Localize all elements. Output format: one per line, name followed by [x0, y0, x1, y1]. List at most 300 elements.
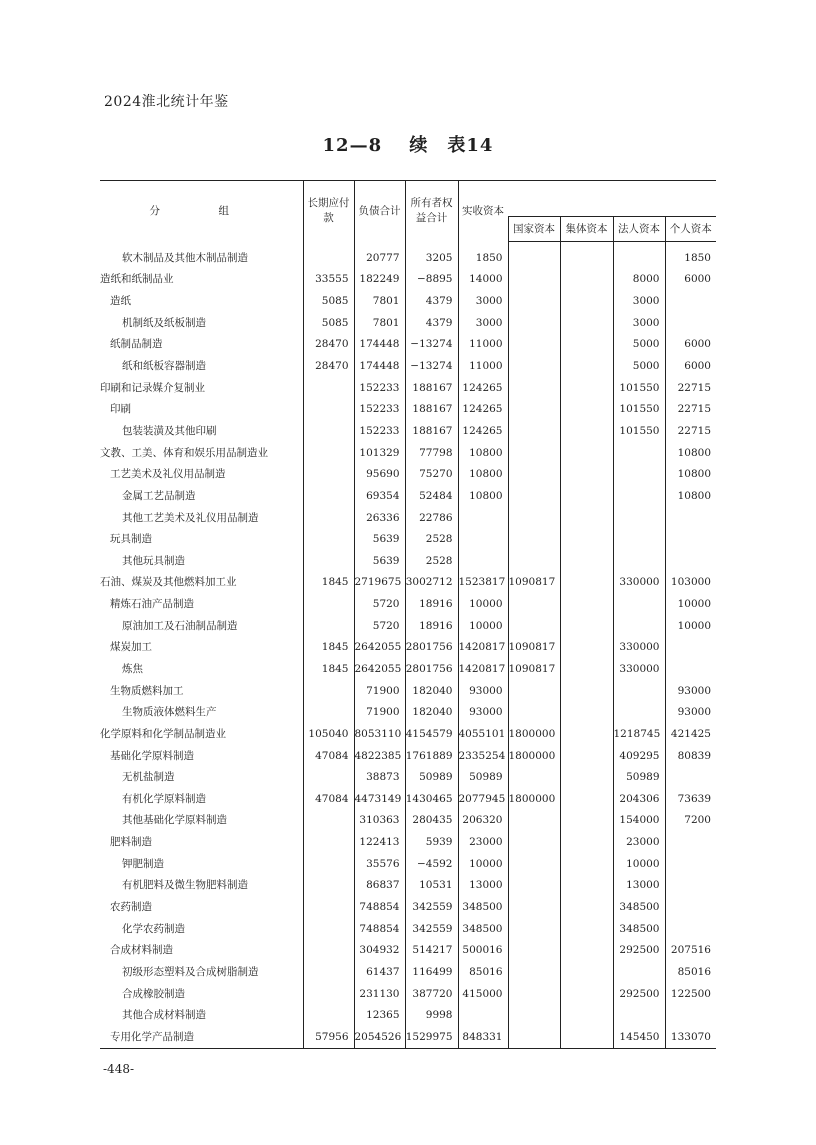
row-label: 煤炭加工: [110, 641, 152, 654]
header-state-capital: 国家资本: [508, 217, 560, 242]
cell-value: [560, 788, 613, 810]
cell-value: 10000: [665, 615, 716, 637]
cell-value: [303, 377, 354, 399]
cell-value: [303, 242, 354, 269]
cell-value: 101550: [613, 420, 665, 442]
cell-value: 13000: [458, 875, 508, 897]
cell-value: 348500: [613, 918, 665, 940]
row-label: 工艺美术及礼仪用品制造: [110, 468, 226, 481]
cell-value: [458, 1004, 508, 1026]
row-label: 石油、煤炭及其他燃料加工业: [100, 576, 237, 589]
cell-value: [508, 961, 560, 983]
row-label: 合成橡胶制造: [122, 987, 185, 1000]
cell-value: 2642055: [354, 658, 405, 680]
cell-value: 73639: [665, 788, 716, 810]
cell-value: 188167: [405, 398, 458, 420]
cell-value: 387720: [405, 983, 458, 1005]
cell-value: [665, 290, 716, 312]
cell-value: 145450: [613, 1026, 665, 1048]
cell-value: 35576: [354, 853, 405, 875]
cell-value: [613, 1004, 665, 1026]
cell-value: 124265: [458, 398, 508, 420]
cell-value: [303, 485, 354, 507]
cell-value: 2801756: [405, 637, 458, 659]
header-capital-group: [508, 181, 716, 217]
cell-value: 124265: [458, 377, 508, 399]
cell-value: 10000: [613, 853, 665, 875]
cell-value: [303, 398, 354, 420]
cell-value: 1761889: [405, 745, 458, 767]
cell-value: 14000: [458, 269, 508, 291]
book-title: 2024淮北统计年鉴: [104, 94, 229, 110]
cell-value: [665, 875, 716, 897]
cell-value: [508, 334, 560, 356]
cell-value: [560, 442, 613, 464]
cell-value: 206320: [458, 810, 508, 832]
cell-value: 152233: [354, 420, 405, 442]
cell-value: [613, 463, 665, 485]
row-label: 生物质燃料加工: [110, 684, 184, 697]
cell-value: 748854: [354, 896, 405, 918]
cell-value: 95690: [354, 463, 405, 485]
cell-value: [613, 507, 665, 529]
cell-value: 93000: [458, 680, 508, 702]
cell-value: [560, 658, 613, 680]
cell-value: 2077945: [458, 788, 508, 810]
cell-value: 10800: [458, 442, 508, 464]
cell-value: 52484: [405, 485, 458, 507]
table-row: [100, 701, 716, 723]
cell-value: 10531: [405, 875, 458, 897]
cell-value: 330000: [613, 637, 665, 659]
cell-value: [508, 831, 560, 853]
header-long-term-payables: 长期应付款: [303, 181, 354, 242]
cell-value: [560, 290, 613, 312]
table-header: [100, 181, 716, 242]
cell-value: 174448: [354, 334, 405, 356]
cell-value: 1845: [303, 658, 354, 680]
cell-value: [560, 312, 613, 334]
cell-value: 415000: [458, 983, 508, 1005]
table-row: [100, 918, 716, 940]
cell-value: 20777: [354, 242, 405, 269]
cell-value: [508, 983, 560, 1005]
row-label: 纸和纸板容器制造: [122, 360, 206, 373]
cell-value: 10800: [458, 463, 508, 485]
cell-value: [665, 766, 716, 788]
cell-value: 22786: [405, 507, 458, 529]
cell-value: 23000: [458, 831, 508, 853]
header-total-liabilities: 负债合计: [354, 181, 405, 242]
cell-value: [303, 528, 354, 550]
row-label: 炼焦: [122, 662, 143, 675]
cell-value: 4473149: [354, 788, 405, 810]
cell-value: [508, 615, 560, 637]
cell-value: [613, 593, 665, 615]
cell-value: 182040: [405, 680, 458, 702]
cell-value: 10800: [458, 485, 508, 507]
cell-value: 1090817: [508, 658, 560, 680]
cell-value: [613, 550, 665, 572]
cell-value: 5000: [613, 334, 665, 356]
cell-value: 152233: [354, 398, 405, 420]
cell-value: 4055101: [458, 723, 508, 745]
cell-value: [508, 242, 560, 269]
cell-value: 348500: [613, 896, 665, 918]
cell-value: 514217: [405, 940, 458, 962]
cell-value: 5939: [405, 831, 458, 853]
cell-value: 188167: [405, 377, 458, 399]
row-label: 其他合成材料制造: [122, 1009, 206, 1022]
row-label: 初级形态塑料及合成树脂制造: [122, 965, 259, 978]
table-row: [100, 853, 716, 875]
row-label: 印刷: [110, 403, 131, 416]
cell-value: 122500: [665, 983, 716, 1005]
cell-value: [303, 701, 354, 723]
row-label: 其他玩具制造: [122, 554, 185, 567]
cell-value: 1420817: [458, 637, 508, 659]
cell-value: [665, 658, 716, 680]
cell-value: [303, 550, 354, 572]
cell-value: 3000: [613, 290, 665, 312]
cell-value: 8053110: [354, 723, 405, 745]
cell-value: 50989: [405, 766, 458, 788]
cell-value: 71900: [354, 701, 405, 723]
table-row: [100, 398, 716, 420]
row-label: 金属工艺品制造: [122, 489, 196, 502]
table-row: [100, 463, 716, 485]
cell-value: 7801: [354, 290, 405, 312]
cell-value: [458, 528, 508, 550]
cell-value: [508, 398, 560, 420]
cell-value: 5085: [303, 312, 354, 334]
cell-value: [508, 896, 560, 918]
cell-value: [560, 420, 613, 442]
row-label: 机制纸及纸板制造: [122, 316, 206, 329]
cell-value: [613, 701, 665, 723]
cell-value: 18916: [405, 593, 458, 615]
cell-value: 133070: [665, 1026, 716, 1048]
cell-value: 22715: [665, 420, 716, 442]
cell-value: [560, 398, 613, 420]
table-row: [100, 810, 716, 832]
cell-value: [560, 572, 613, 594]
cell-value: [303, 853, 354, 875]
cell-value: 12365: [354, 1004, 405, 1026]
cell-value: 3000: [458, 290, 508, 312]
header-legal-person-capital: 法人资本: [613, 217, 665, 242]
cell-value: 9998: [405, 1004, 458, 1026]
cell-value: [508, 1026, 560, 1048]
cell-value: 101329: [354, 442, 405, 464]
cell-value: [508, 680, 560, 702]
cell-value: 154000: [613, 810, 665, 832]
cell-value: 26336: [354, 507, 405, 529]
cell-value: [508, 355, 560, 377]
cell-value: [665, 1004, 716, 1026]
cell-value: [560, 810, 613, 832]
cell-value: [613, 680, 665, 702]
cell-value: 13000: [613, 875, 665, 897]
cell-value: [303, 680, 354, 702]
cell-value: 116499: [405, 961, 458, 983]
cell-value: 28470: [303, 355, 354, 377]
cell-value: 101550: [613, 398, 665, 420]
row-label: 原油加工及石油制品制造: [122, 619, 238, 632]
table-row: [100, 831, 716, 853]
cell-value: −13274: [405, 334, 458, 356]
cell-value: [303, 766, 354, 788]
cell-value: 1523817: [458, 572, 508, 594]
cell-value: 61437: [354, 961, 405, 983]
row-label: 合成材料制造: [110, 944, 173, 957]
cell-value: [665, 831, 716, 853]
cell-value: 231130: [354, 983, 405, 1005]
cell-value: [303, 918, 354, 940]
table-row: [100, 896, 716, 918]
cell-value: [508, 1004, 560, 1026]
cell-value: 1850: [665, 242, 716, 269]
table-row: [100, 290, 716, 312]
cell-value: [560, 242, 613, 269]
row-label: 纸制品制造: [110, 338, 163, 351]
cell-value: 23000: [613, 831, 665, 853]
cell-value: [303, 831, 354, 853]
cell-value: 93000: [665, 701, 716, 723]
cell-value: 2528: [405, 528, 458, 550]
cell-value: [303, 615, 354, 637]
cell-value: 50989: [613, 766, 665, 788]
table-row: [100, 788, 716, 810]
header-paid-in-capital: 实收资本: [458, 181, 508, 242]
cell-value: [508, 420, 560, 442]
cell-value: [560, 875, 613, 897]
row-label: 包装装潢及其他印刷: [122, 424, 217, 437]
cell-value: 47084: [303, 788, 354, 810]
cell-value: [560, 334, 613, 356]
cell-value: [508, 507, 560, 529]
cell-value: 77798: [405, 442, 458, 464]
cell-value: [560, 896, 613, 918]
cell-value: [560, 507, 613, 529]
header-owners-equity: 所有者权益合计: [405, 181, 458, 242]
row-label: 精炼石油产品制造: [110, 598, 194, 611]
cell-value: 342559: [405, 896, 458, 918]
cell-value: 86837: [354, 875, 405, 897]
cell-value: 93000: [458, 701, 508, 723]
row-label: 玩具制造: [110, 533, 152, 546]
cell-value: 2528: [405, 550, 458, 572]
cell-value: [508, 940, 560, 962]
cell-value: 1800000: [508, 723, 560, 745]
cell-value: [665, 853, 716, 875]
cell-value: [508, 701, 560, 723]
cell-value: 22715: [665, 377, 716, 399]
cell-value: [303, 463, 354, 485]
cell-value: 10000: [458, 593, 508, 615]
cell-value: [303, 442, 354, 464]
cell-value: 174448: [354, 355, 405, 377]
cell-value: 122413: [354, 831, 405, 853]
table-row: [100, 940, 716, 962]
cell-value: 1529975: [405, 1026, 458, 1048]
row-label: 化学农药制造: [122, 922, 185, 935]
header-collective-capital: 集体资本: [560, 217, 613, 242]
row-label: 肥料制造: [110, 836, 152, 849]
cell-value: 1218745: [613, 723, 665, 745]
table-row: [100, 572, 716, 594]
cell-value: 348500: [458, 918, 508, 940]
cell-value: [560, 1026, 613, 1048]
cell-value: 10800: [665, 485, 716, 507]
row-label: 无机盐制造: [122, 771, 175, 784]
cell-value: 310363: [354, 810, 405, 832]
cell-value: [560, 766, 613, 788]
cell-value: [560, 723, 613, 745]
cell-value: [508, 528, 560, 550]
cell-value: 342559: [405, 918, 458, 940]
row-label: 钾肥制造: [122, 857, 164, 870]
cell-value: 3000: [458, 312, 508, 334]
cell-value: [303, 420, 354, 442]
row-label: 印刷和记录媒介复制业: [100, 381, 205, 394]
row-label: 其他工艺美术及礼仪用品制造: [122, 511, 259, 524]
cell-value: [665, 918, 716, 940]
cell-value: [303, 983, 354, 1005]
table-row: [100, 507, 716, 529]
table-row: [100, 658, 716, 680]
cell-value: 1845: [303, 637, 354, 659]
cell-value: 103000: [665, 572, 716, 594]
table-row: [100, 723, 716, 745]
cell-value: 7200: [665, 810, 716, 832]
cell-value: 330000: [613, 658, 665, 680]
cell-value: [560, 853, 613, 875]
cell-value: [508, 810, 560, 832]
cell-value: 4379: [405, 290, 458, 312]
cell-value: [665, 550, 716, 572]
cell-value: [508, 853, 560, 875]
table-row: [100, 637, 716, 659]
cell-value: 10800: [665, 463, 716, 485]
cell-value: 4379: [405, 312, 458, 334]
cell-value: 50989: [458, 766, 508, 788]
cell-value: −13274: [405, 355, 458, 377]
page-number: -448-: [103, 1062, 135, 1076]
cell-value: [560, 355, 613, 377]
cell-value: [508, 290, 560, 312]
cell-value: [508, 550, 560, 572]
cell-value: [560, 550, 613, 572]
cell-value: 33555: [303, 269, 354, 291]
cell-value: 1850: [458, 242, 508, 269]
header-individual-capital: 个人资本: [665, 217, 716, 242]
cell-value: 75270: [405, 463, 458, 485]
cell-value: 47084: [303, 745, 354, 767]
cell-value: [508, 766, 560, 788]
cell-value: −8895: [405, 269, 458, 291]
table-number: 12—8: [322, 135, 383, 156]
cell-value: [508, 312, 560, 334]
cell-value: [560, 377, 613, 399]
cell-value: 2801756: [405, 658, 458, 680]
table-row: [100, 377, 716, 399]
cell-value: [613, 961, 665, 983]
cell-value: 101550: [613, 377, 665, 399]
cell-value: [303, 593, 354, 615]
cell-value: [665, 896, 716, 918]
table-row: [100, 528, 716, 550]
cell-value: [508, 593, 560, 615]
cell-value: 4822385: [354, 745, 405, 767]
cell-value: [303, 875, 354, 897]
cell-value: 421425: [665, 723, 716, 745]
cell-value: 28470: [303, 334, 354, 356]
cell-value: [560, 940, 613, 962]
table-row: [100, 961, 716, 983]
cell-value: [303, 961, 354, 983]
cell-value: 1800000: [508, 745, 560, 767]
cell-value: [613, 485, 665, 507]
cell-value: 409295: [613, 745, 665, 767]
table-row: [100, 1026, 716, 1048]
cell-value: 85016: [458, 961, 508, 983]
cell-value: 57956: [303, 1026, 354, 1048]
cell-value: [560, 680, 613, 702]
table-row: [100, 875, 716, 897]
cell-value: 22715: [665, 398, 716, 420]
cell-value: [613, 528, 665, 550]
table-row: [100, 242, 716, 269]
row-label: 有机化学原料制造: [122, 792, 206, 805]
cell-value: 848331: [458, 1026, 508, 1048]
row-label: 文教、工美、体育和娱乐用品制造业: [100, 446, 268, 459]
cell-value: 105040: [303, 723, 354, 745]
cell-value: [303, 940, 354, 962]
cell-value: 10000: [458, 615, 508, 637]
cell-value: 3000: [613, 312, 665, 334]
table-row: [100, 680, 716, 702]
cell-value: [560, 745, 613, 767]
cell-value: [508, 875, 560, 897]
cell-value: [665, 312, 716, 334]
table-row: [100, 355, 716, 377]
cell-value: [508, 442, 560, 464]
cell-value: 182040: [405, 701, 458, 723]
cell-value: [458, 507, 508, 529]
table-row: [100, 983, 716, 1005]
table-body: [100, 242, 716, 1049]
cell-value: 5639: [354, 528, 405, 550]
cell-value: 8000: [613, 269, 665, 291]
cell-value: [508, 463, 560, 485]
cell-value: 5720: [354, 593, 405, 615]
row-label: 化学原料和化学制品制造业: [100, 727, 226, 740]
cell-value: 93000: [665, 680, 716, 702]
table-row: [100, 420, 716, 442]
cell-value: 1420817: [458, 658, 508, 680]
row-label: 软木制品及其他木制品制造: [122, 251, 248, 264]
cell-value: 152233: [354, 377, 405, 399]
row-label: 其他基础化学原料制造: [122, 814, 227, 827]
row-label: 基础化学原料制造: [110, 749, 194, 762]
cell-value: 1090817: [508, 637, 560, 659]
cell-value: [560, 961, 613, 983]
cell-value: 38873: [354, 766, 405, 788]
cell-value: [508, 269, 560, 291]
cell-value: 18916: [405, 615, 458, 637]
cell-value: 330000: [613, 572, 665, 594]
